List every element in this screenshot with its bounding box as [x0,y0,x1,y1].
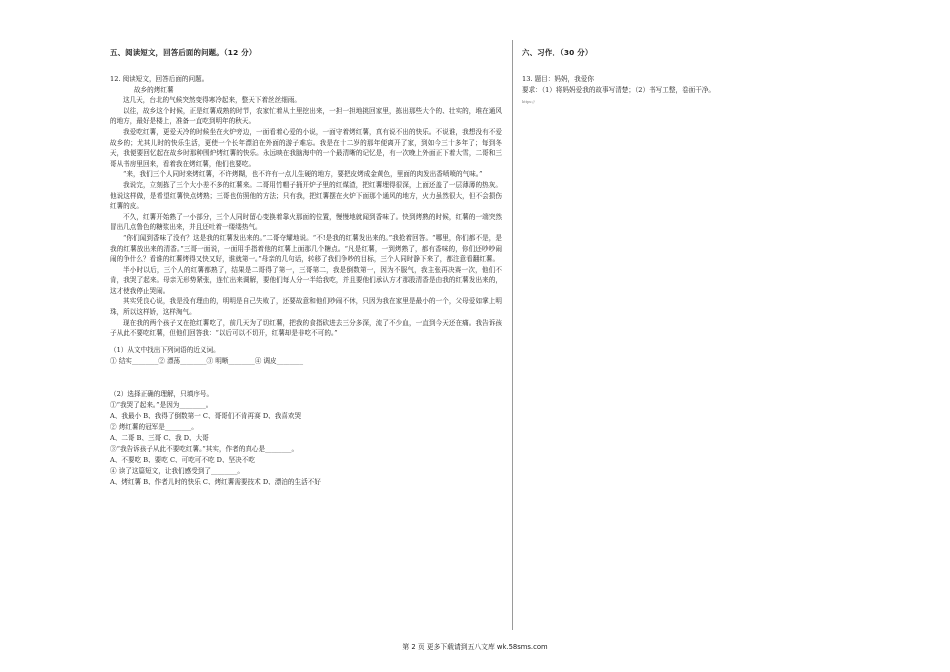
passage-paragraph: 我说完，立刻拣了三个大小差不多的红薯来。二哥用竹帽子捅开炉子里的红煤渣，把红薯埋得很深，上面还盖了一层薄薄的热灰。他说这样做，是希望红薯快点烤熟；三哥也仿照他的方法；只有我，把红薯摆在火炉下面那个通风的地方，火力虽然很大，但不会损伤红薯的皮。 [110,180,502,211]
passage-paragraph: 其实凭良心说，我是没有理由的，明明是自己失败了，还要故意和他们吵闹不休，只因为我在家里是最小的一个，父母爱如掌上明珠，所以这样娇，这样淘气。 [110,297,502,317]
section-six-title: 六、习作．（30 分） [522,48,593,57]
page-footer: 第 2 页 更多下载请到五八文库 wk.58sms.com [402,643,548,651]
passage-paragraph: 现在我的两个孩子又在抢红薯吃了，前几天为了切红薯，把我的食指砍进去三分多深，流了不少血，一直到今天还在痛。我告诉孩子从此不要吃红薯，但他们回答我：“以后可以不切开，红薯却是非吃不可的。” [110,318,502,338]
subquestion-2-line: ④ 读了这篇短文，让我们感受到了________。 [110,466,244,475]
passage-paragraph: 不久，红薯开始熟了一小部分，三个人同时留心变换着靠火那面的位置，慢慢地就闻到香味了。快到烤熟的时候，红薯的一端突然冒出几点鲁色的糖浆出来，并且还吐着一缕缕热气。 [110,212,502,232]
subquestion-2-line: ② 烤红薯的冠军是________。 [110,422,198,431]
subquestion-2-line: ①“我哭了起来。”是因为________。 [110,400,213,409]
question-13-topic: 13. 题目：妈妈，我爱你 [522,75,594,83]
question-12-label: 12. 阅读短文，回答后面的问题。 [110,75,209,83]
tiny-watermark-text: https:// [522,100,535,105]
subquestion-2-line: A、烤红薯 B、作者儿时的快乐 C、烤红薯需要技术 D、漂泊的生活不好 [110,477,321,486]
passage-paragraph: 我爱吃红薯，更爱天冷的时候坐在火炉旁边，一面看着心爱的小说，一面守着烤红薯，真有说不出的快乐。不说谁，我想没有不爱故乡的；尤其儿时的快乐生活，更使一个长年漂泊在外面的游子难忘。我是在十二岁的那年便离开了家，到如今三十多年了；每到冬天，我便要回忆起在故乡时那种围炉烤红薯的快乐。永远映在我脑海中的一个最清晰的记忆是，有一次晚上外面正下着大雪，二哥和三哥从书房里回来，看着我在烤红薯，他们也要吃。 [110,127,502,168]
passage-title: 故乡的烤红薯 [134,85,174,94]
question-13-requirement: 要求：（1）将妈妈爱我的故事写清楚；（2）书写工整，卷面干净。 [522,85,716,94]
right-column [522,48,842,105]
passage-paragraph: “来，我们三个人同时来烤红薯，不许烤糊，也不许有一点儿生硬的地方，要把皮烤成金黄色，里面的肉发出香喷喷的气味。” [123,170,483,179]
subquestion-1-prompt: （1）从文中找出下列词语的近义词。 [110,345,220,354]
reading-passage [110,85,502,339]
subquestion-2-prompt: （2）选择正确的理解，只填序号。 [110,389,214,398]
subquestion-2-line: A、不要吃 B、要吃 C、可吃可不吃 D、坚决不吃 [110,455,255,464]
column-divider [512,40,513,630]
passage-paragraph: 半小时以后，三个人的红薯都熟了，结果是二哥得了第一，三哥第二，我是倒数第一，因为不服气，我主张再决赛一次，他们不肯，我哭了起来。母亲无形势紧张，连忙出来调解，要他们每人分一半给我吃，并且要他们承认方才那股清香是由我的红薯发出来的，这才使我停止哭闹。 [110,265,502,295]
subquestion-2-line: A、我最小 B、我得了倒数第一 C、哥哥们不肯再赛 D、我喜欢哭 [110,411,302,420]
subquestion-1-blanks: ① 结实________② 漂荡________③ 明晰________④ 调皮________ [110,356,304,365]
passage-paragraph: 这几天，台北的气候突然变得寒冷起来，整天下着丝丝细雨。 [123,96,302,105]
passage-paragraph: “你们闻到香味了没有？这是我的红薯发出来的。”二哥夺耀地说。“不!是我的红薯发出来的。”我抢着回答。“哪里，你们都不是，是我的红薯放出来的清香。”三哥一面说，一面用手指着他的红薯上面那几个糖点。“凡是红薯，一到烤熟了，都有香味的，你们还吵吵闹闹的争什么？看谁的红薯烤得又快又好，谁就第一。”母亲的几句话，转移了我们争吵的目标，三个人同时静下来了，都注意看翻红薯。 [110,233,502,264]
subquestion-2-line: ③“我告诉孩子从此不要吃红薯。”其实，作者的真心是________。 [110,444,299,453]
left-column [110,48,502,488]
subquestion-2-line: A、二哥 B、三哥 C、我 D、大哥 [110,433,209,442]
section-five-title: 五、阅读短文，回答后面的问题。（12 分） [110,48,257,57]
passage-paragraph: 以往，故乡这个时候，正是红薯成熟的时节，农家忙着从土里挖出来，一担一担地挑回家里，拣出那些大个的、壮实的，堆在通风的地方，最好是楼上，准备一直吃到明年的秋天。 [110,106,502,126]
